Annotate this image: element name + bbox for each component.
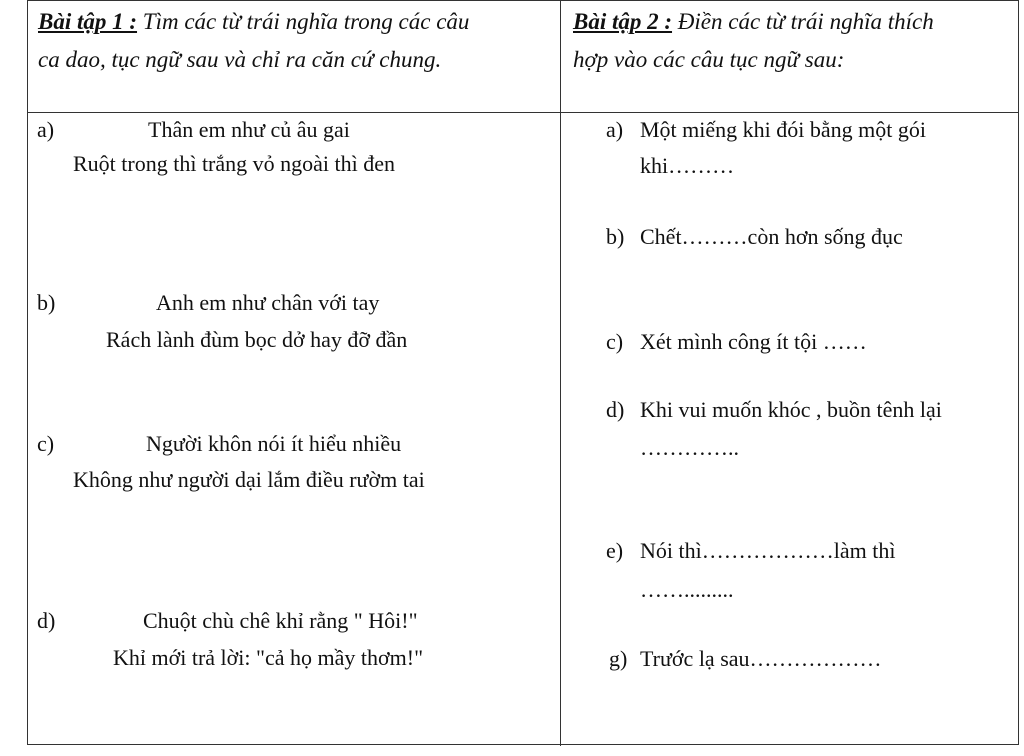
exercise2-instruction-1: Điền các từ trái nghĩa thích	[672, 9, 934, 34]
ex1-a-line2: Ruột trong thì trắng vỏ ngoài thì đen	[73, 151, 396, 176]
exercise2-title: Bài tập 2 :	[573, 9, 673, 34]
ex1-a-line1: Thân em như củ âu gai	[148, 117, 350, 142]
ex2-a-line1: Một miếng khi đói bằng một gói	[640, 117, 926, 142]
exercise1-instruction-1: Tìm các từ trái nghĩa trong các câu	[137, 9, 470, 34]
ex2-g-line1: Trước lạ sau………………	[640, 646, 882, 671]
ex2-label-c: c)	[606, 329, 624, 354]
ex2-label-e: e)	[606, 538, 624, 563]
ex1-c-line1: Người khôn nói ít hiểu nhiều	[146, 431, 402, 456]
exercise-table	[27, 0, 1019, 745]
ex2-d-line2: …………..	[640, 435, 739, 460]
ex1-d-line1: Chuột chù chê khỉ rằng " Hôi!"	[143, 608, 418, 633]
ex1-c-line2: Không như người dại lắm điều rườm tai	[73, 467, 425, 492]
ex2-label-g: g)	[609, 646, 628, 671]
ex1-label-a: a)	[37, 117, 55, 142]
header-divider	[28, 112, 1018, 113]
exercise1-header	[38, 3, 553, 79]
ex2-c-line1: Xét mình công ít tội ……	[640, 329, 867, 354]
ex1-b-line2: Rách lành đùm bọc dở hay đỡ đần	[106, 327, 408, 352]
exercise1-title: Bài tập 1 :	[38, 9, 138, 34]
ex1-label-b: b)	[37, 290, 56, 315]
ex2-label-a: a)	[606, 117, 624, 142]
ex2-label-b: b)	[606, 224, 625, 249]
ex2-e-line1: Nói thì………………làm thì	[640, 538, 896, 563]
ex2-d-line1: Khi vui muốn khóc , buồn tênh lại	[640, 397, 942, 422]
exercise2-instruction-2: hợp vào các câu tục ngữ sau:	[573, 47, 845, 72]
exercise1-instruction-2: ca dao, tục ngữ sau và chỉ ra căn cứ chung.	[38, 47, 442, 72]
ex1-label-d: d)	[37, 608, 56, 633]
ex1-label-c: c)	[37, 431, 55, 456]
ex1-b-line1: Anh em như chân với tay	[156, 290, 380, 315]
ex2-a-line2: khi………	[640, 153, 735, 178]
ex2-b-line1: Chết………còn hơn sống đục	[640, 224, 903, 249]
ex2-e-line2: …….........	[640, 577, 734, 602]
exercise2-header	[573, 3, 1013, 79]
ex1-d-line2: Khỉ mới trả lời: "cả họ mầy thơm!"	[113, 645, 424, 670]
ex2-label-d: d)	[606, 397, 625, 422]
